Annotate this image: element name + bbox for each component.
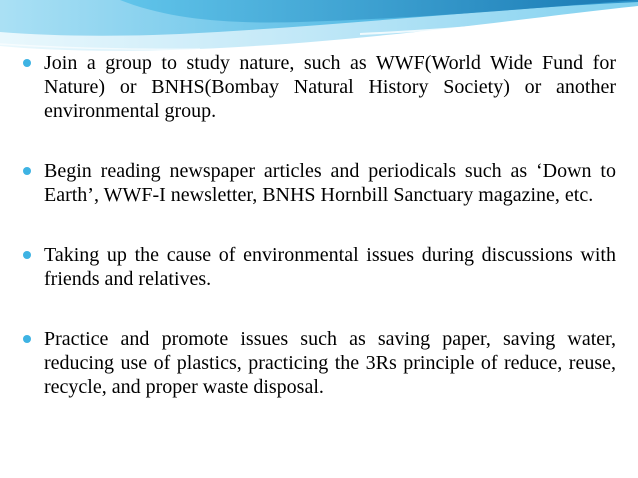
bullet-dot-icon <box>23 167 31 175</box>
bullet-dot-icon <box>23 251 31 259</box>
bullet-item <box>22 327 616 399</box>
bullet-text: Taking up the cause of environmental issues during discussions with friends and relatives. <box>44 244 616 290</box>
bullet-text: Practice and promote issues such as saving paper, saving water, reducing use of plastics, practicing the 3Rs principle of reduce, reuse, recycle, and proper waste disposal. <box>44 328 616 398</box>
bullet-text: Join a group to study nature, such as WWF(World Wide Fund for Nature) or BNHS(Bombay Natural History Society) or another environmental group. <box>44 52 616 122</box>
bullet-item <box>22 243 616 291</box>
bullet-item <box>22 159 616 207</box>
bullet-dot-icon <box>23 335 31 343</box>
bullet-item <box>22 51 616 123</box>
bullet-list <box>22 51 616 399</box>
bullet-text: Begin reading newspaper articles and periodicals such as ‘Down to Earth’, WWF-I newsletter, BNHS Hornbill Sanctuary magazine, etc. <box>44 160 616 206</box>
bullet-dot-icon <box>23 59 31 67</box>
